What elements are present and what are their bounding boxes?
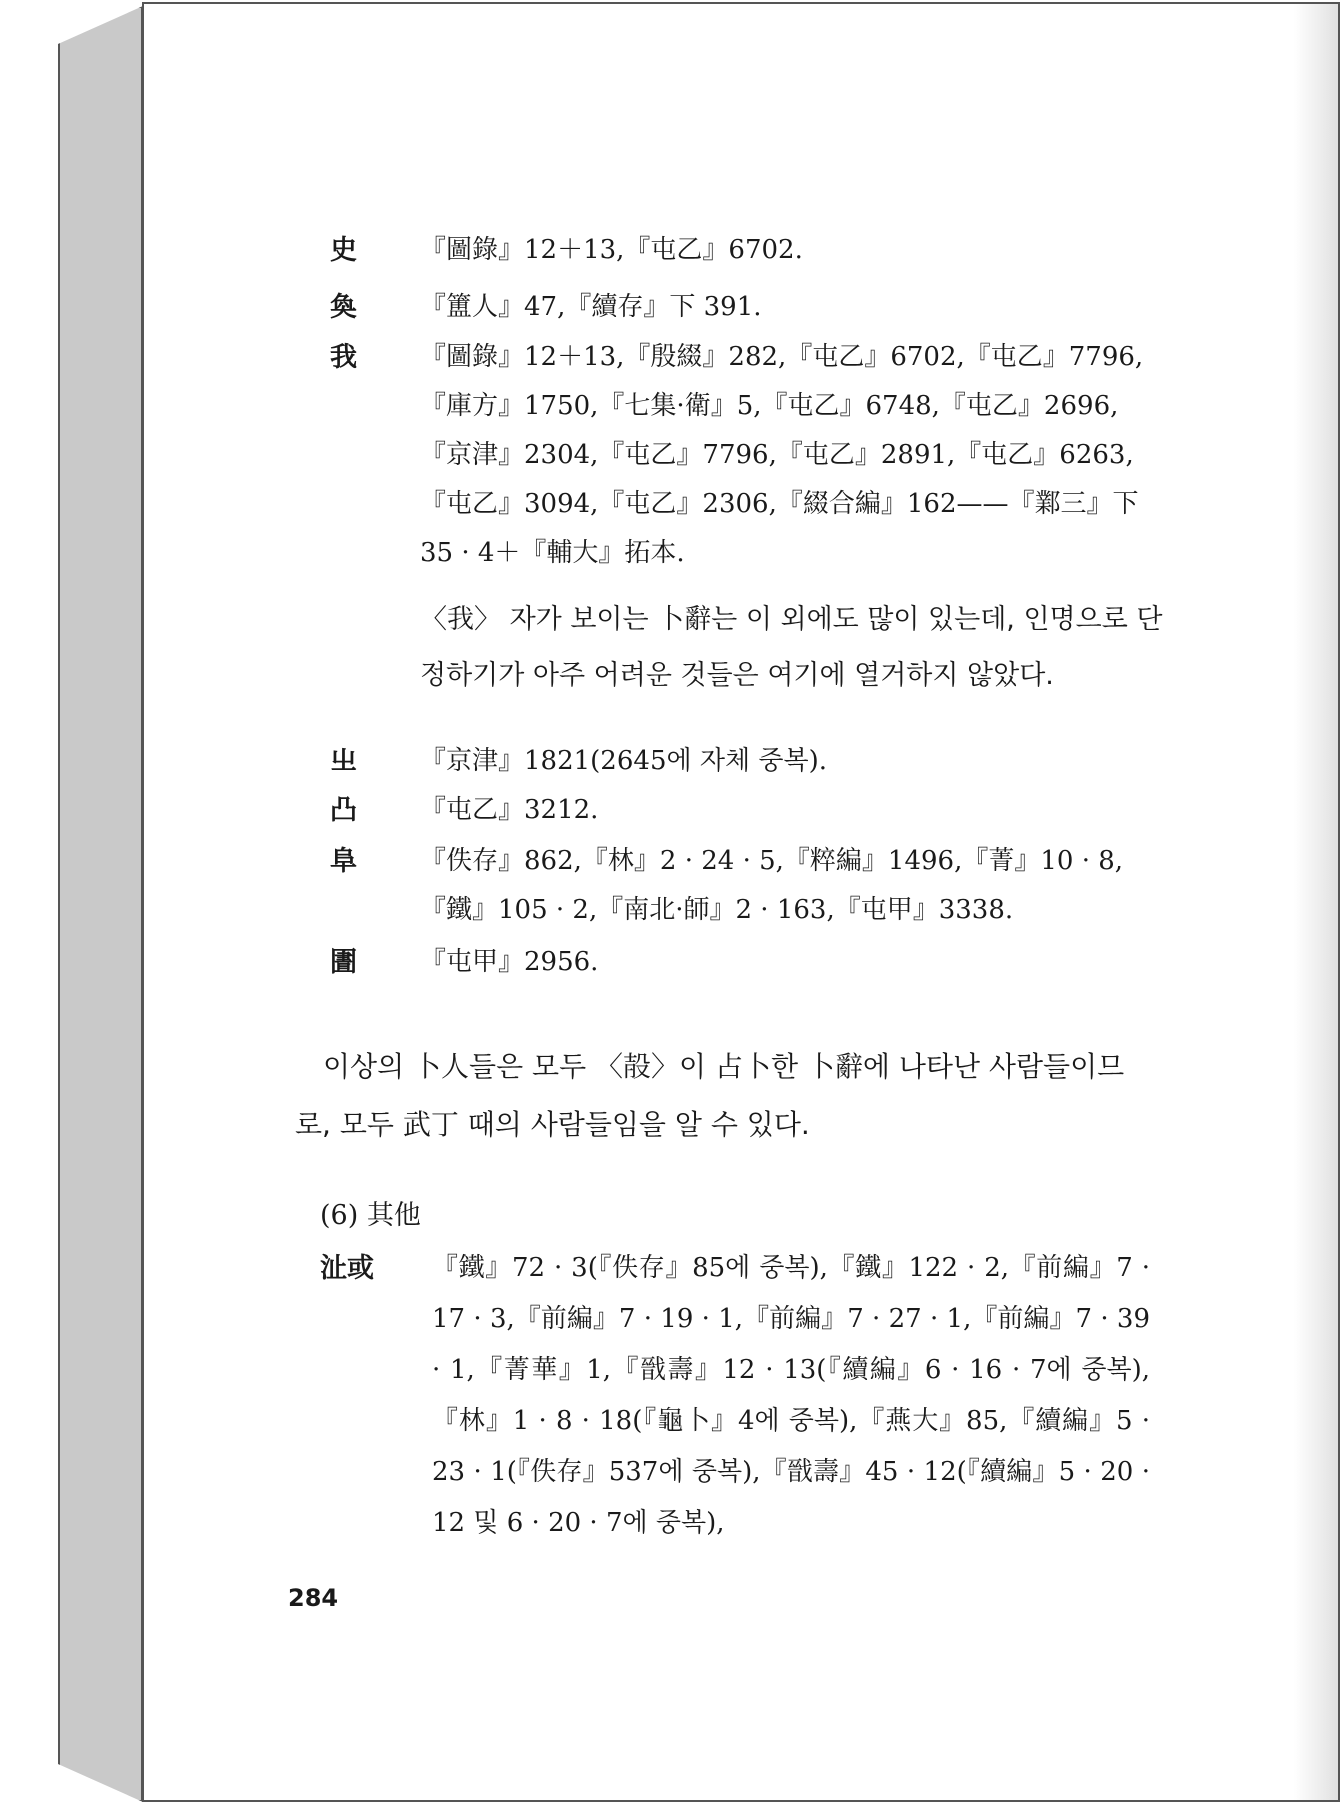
entry-5: [330, 786, 1170, 835]
entry-3: [330, 333, 1170, 704]
entry-2: [330, 283, 1170, 332]
entry-1: [330, 226, 1170, 275]
entry-6: [330, 837, 1170, 935]
entry-refs: 『佚存』862,『林』2 · 24 · 5,『粹編』1496,『菁』10 · 8,『鐵』105 · 2,『南北·師』2 · 163,『屯甲』3338.: [420, 846, 1124, 925]
entry-char: 我: [330, 342, 357, 373]
entry-7: [330, 938, 1170, 987]
entry-char: 奐: [330, 292, 357, 323]
page-edge-shadow: [1294, 4, 1338, 1800]
entry-refs: 『鐵』72 · 3(『佚存』85에 중복),『鐵』122 · 2,『前編』7 · 17 · 3,『前編』7 · 19 · 1,『前編』7 · 27 · 1,『前編』7 · 39 · 1,『菁華』1,『戩壽』12 · 13(『續編』6 · 16 · 7에 중복),『林』1 · 8 · 18(『龜卜』4에 중복),『燕大』85,『續編』5 · 23 · 1(『佚存』537에 중복),『戩壽』45 · 12(『續編』5 · 20 · 12 및 6 · 20 · 7에 중복),: [432, 1253, 1150, 1538]
paragraph-text: 이상의 卜人들은 모두 〈㱿〉이 占卜한 卜辭에 나타난 사람들이므로, 모두 武丁 때의 사람들임을 알 수 있다.: [295, 1050, 1125, 1141]
entry-char: 圕: [330, 947, 357, 978]
entry-other-1: [320, 1243, 1150, 1549]
entry-char: 阜: [330, 846, 357, 877]
entry-note: 〈我〉 자가 보이는 卜辭는 이 외에도 많이 있는데, 인명으로 단정하기가 아주 어려운 것들은 여기에 열거하지 않았다.: [420, 604, 1163, 691]
entry-refs: 『簠人』47,『續存』下 391.: [420, 292, 762, 322]
entry-refs: 『屯乙』3212.: [420, 795, 599, 825]
entry-char: 㞢: [330, 746, 357, 777]
entry-refs: 『屯甲』2956.: [420, 947, 599, 977]
entry-refs: 『京津』1821(2645에 자체 중복).: [420, 746, 827, 776]
section-title: (6) 其他: [320, 1200, 421, 1231]
entry-char: 沚或: [320, 1253, 374, 1284]
entry-char: 凸: [330, 795, 357, 826]
page-number: 284: [288, 1584, 339, 1612]
entry-char: 史: [330, 235, 357, 266]
entry-refs: 『圖錄』12＋13,『屯乙』6702.: [420, 235, 803, 265]
entry-refs: 『圖錄』12＋13,『殷綴』282,『屯乙』6702,『屯乙』7796,『庫方』1750,『七集·衛』5,『屯乙』6748,『屯乙』2696,『京津』2304,『屯乙』7796,『屯乙』2891,『屯乙』6263,『屯乙』3094,『屯乙』2306,『綴合編』162——『鄴三』下 35 · 4＋『輔大』拓本.: [420, 342, 1144, 568]
summary-paragraph: [295, 1038, 1155, 1154]
book-spine: [58, 6, 143, 1802]
entry-4: [330, 737, 1170, 786]
